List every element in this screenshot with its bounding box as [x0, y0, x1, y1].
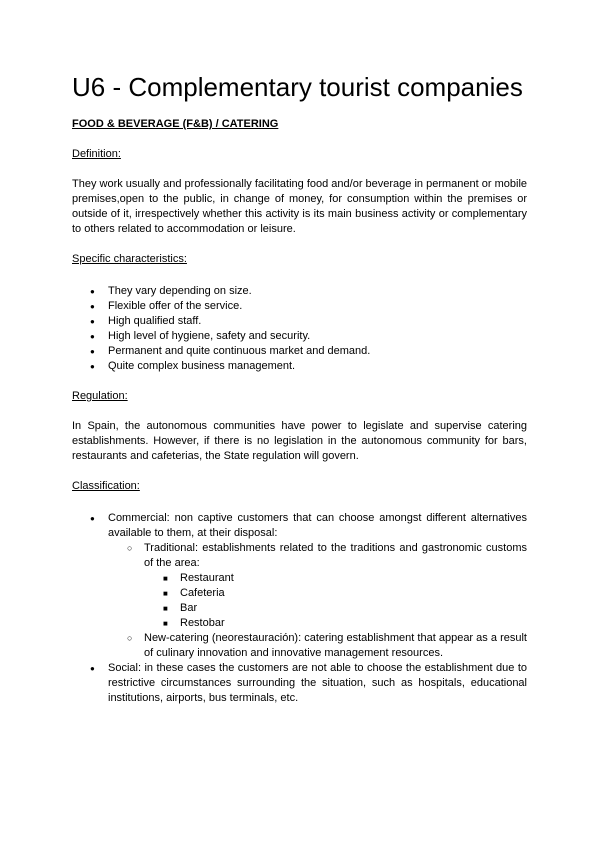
document-content — [72, 70, 527, 721]
page-title: U6 - Complementary tourist companies — [72, 72, 523, 102]
list-item: ■ Restobar — [72, 616, 527, 631]
list-item: ● High level of hygiene, safety and security. — [72, 329, 527, 344]
classification-heading: Classification: — [72, 480, 140, 492]
list-item: ● Flexible offer of the service. — [72, 299, 527, 314]
new-catering-item: ○ New-catering (neorestauración): catering establishment that appear as a result of culinary innovation and innovative management resources. — [72, 631, 527, 661]
regulation-text: In Spain, the autonomous communities have power to legislate and supervise catering establishments. However, if there is no legislation in the autonomous community for bars, restaurants and cafeterias, the State regulation will govern. — [72, 420, 527, 462]
list-item: ● Permanent and quite continuous market and demand. — [72, 344, 527, 359]
definition-text: They work usually and professionally facilitating food and/or beverage in permanent or mobile premises,open to the public, in change of money, for consumption within the premises or outside of it, irrespectively whether this activity is its main business activity or complementary to others related to accommodation or leisure. — [72, 178, 527, 235]
list-item: ■ Bar — [72, 601, 527, 616]
regulation-heading: Regulation: — [72, 390, 128, 402]
list-item: ● Quite complex business management. — [72, 359, 527, 374]
list-item: ■ Restaurant — [72, 571, 527, 586]
commercial-item: ● Commercial: non captive customers that can choose amongst different alternatives available to them, at their disposal: — [72, 511, 527, 541]
classification-list — [72, 509, 527, 706]
list-item: ■ Cafeteria — [72, 586, 527, 601]
definition-heading: Definition: — [72, 148, 121, 160]
list-item: ● High qualified staff. — [72, 314, 527, 329]
section-heading: FOOD & BEVERAGE (F&B) / CATERING — [72, 118, 279, 130]
characteristics-list — [72, 282, 527, 374]
traditional-item: ○ Traditional: establishments related to the traditions and gastronomic customs of the area: — [72, 541, 527, 571]
social-item: ● Social: in these cases the customers are not able to choose the establishment due to restrictive circumstances surrounding the situation, such as hospitals, educational institutions, airports, bus terminals, etc. — [72, 661, 527, 706]
characteristics-heading: Specific characteristics: — [72, 253, 187, 265]
list-item: ● They vary depending on size. — [72, 284, 527, 299]
